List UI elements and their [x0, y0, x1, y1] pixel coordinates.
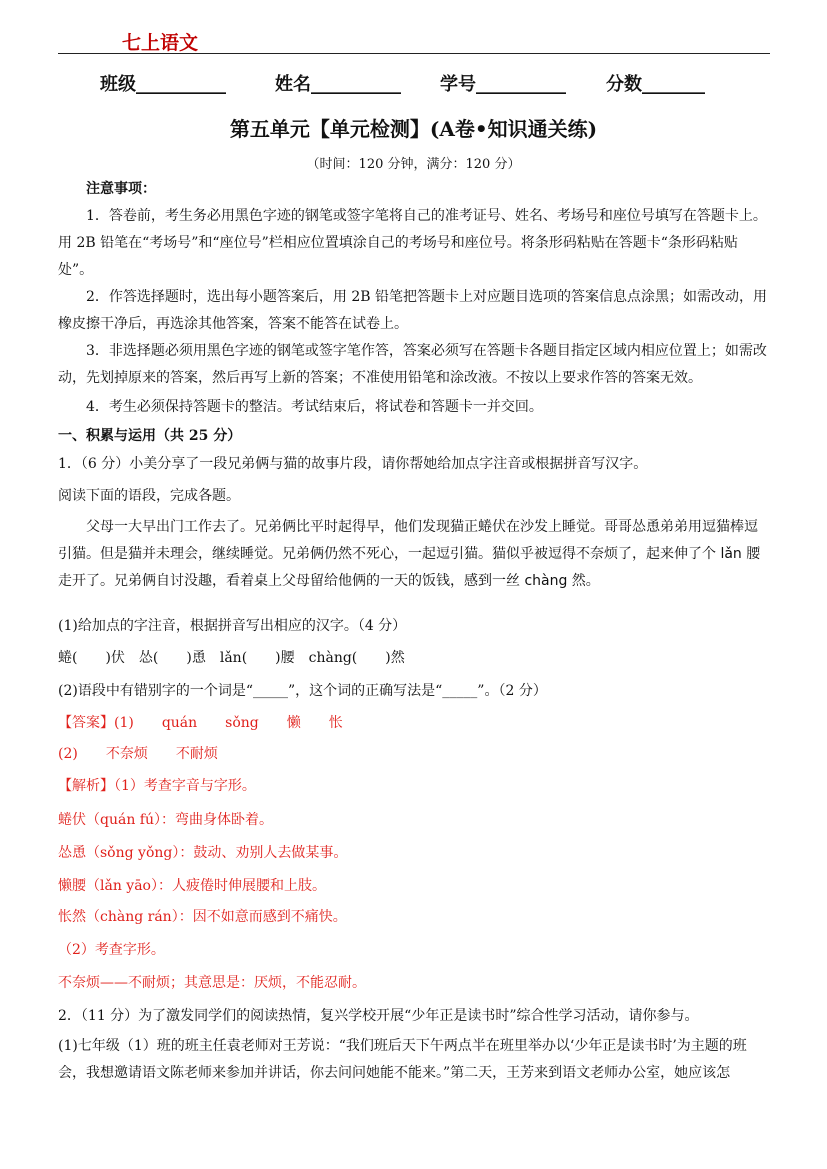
note-item-2: 2．作答选择题时，选出每小题答案后，用 2B 铅笔把答题卡上对应题目选项的答案信息点涂黑；如需改动，用橡皮擦干净后，再选涂其他答案，答案不能答在试卷上。 [58, 289, 768, 332]
answer-line-1: (1) quán sǒng 懒 怅 [114, 715, 343, 731]
answer-label: 【答案】 [58, 715, 114, 731]
section-heading: 一、积累与运用（共 25 分） [58, 428, 242, 444]
reading-passage: 父母一大早出门工作去了。兄弟俩比平时起得早，他们发现猫正蜷伏在沙发上睡觉。哥哥怂恿弟弟用逗猫棒逗引猫。但是猫并未理会，继续睡觉。兄弟俩仍然不死心，一起逗引猫。猫似乎被逗得不奈烦了，起来伸了个 lǎn 腰走开了。兄弟俩自讨没趣，看着桌上父母留给他俩的一天的饭钱，感到一丝 chàng 然。 [58, 519, 761, 589]
analysis-line: （2）考查字形。 [58, 942, 165, 958]
question-1-stem: 1．（6 分）小美分享了一段兄弟俩与猫的故事片段，请你帮她给加点字注音或根据拼音写汉字。 [58, 456, 648, 472]
header-divider [58, 53, 770, 54]
name-field: 姓名__________ [275, 74, 401, 95]
analysis-line: 懒腰（lǎn yāo）：人疲倦时伸展腰和上肢。 [58, 878, 326, 894]
question-1-fill-blanks: 蜷( )伏 怂( )恿 lǎn( )腰 chàng( )然 [58, 650, 405, 666]
exam-title: 第五单元【单元检测】(A卷•知识通关练) [229, 117, 598, 141]
answer-block [58, 713, 343, 733]
question-2-sub1: (1)七年级（1）班的班主任袁老师对王芳说：“我们班后天下午两点半在班里举办以‘少年正是读书时’为主题的班会，我想邀请语文陈老师来参加并讲话，你去问问她能不能来。”第二天，王芳来到语文老师办公室，她应该怎 [58, 1038, 747, 1081]
notes-heading: 注意事项： [86, 181, 156, 197]
question-1-sub2: (2)语段中有错别字的一个词是“_____”，这个词的正确写法是“_____”。（2 分） [58, 683, 547, 699]
note-item-1: 1．答卷前，考生务必用黑色字迹的钢笔或签字笔将自己的准考证号、姓名、考场号和座位号填写在答题卡上。用 2B 铅笔在“考场号”和“座位号”栏相应位置填涂自己的考场号和座位号。将条形码粘贴在答题卡“条形码粘贴处”。 [58, 208, 767, 278]
student-number-field: 学号__________ [440, 74, 566, 95]
analysis-block [58, 776, 256, 796]
analysis-intro: （1）考查字音与字形。 [114, 778, 256, 794]
class-field: 班级__________ [100, 74, 226, 95]
score-field: 分数_______ [606, 74, 705, 95]
analysis-line: 不奈烦——不耐烦；其意思是：厌烦，不能忍耐。 [58, 975, 366, 991]
analysis-line: 蜷伏（quán fú）：弯曲身体卧着。 [58, 812, 273, 828]
question-1-instruction: 阅读下面的语段，完成各题。 [58, 488, 240, 504]
analysis-line: 怅然（chàng rán）：因不如意而感到不痛快。 [58, 909, 347, 925]
exam-subtitle: （时间：120 分钟，满分：120 分） [306, 157, 521, 172]
note-item-3: 3．非选择题必须用黑色字迹的钢笔或签字笔作答，答案必须写在答题卡各题目指定区域内相应位置上；如需改动，先划掉原来的答案，然后再写上新的答案；不准使用铅笔和涂改液。不按以上要求作答的答案无效。 [58, 343, 767, 386]
analysis-line: 怂恿（sǒng yǒng）：鼓动、劝别人去做某事。 [58, 845, 348, 861]
header-title: 七上语文 [122, 32, 199, 54]
answer-line-2: (2) 不奈烦 不耐烦 [58, 746, 218, 762]
analysis-label: 【解析】 [58, 778, 114, 794]
note-item-4: 4．考生必须保持答题卡的整洁。考试结束后，将试卷和答题卡一并交回。 [86, 399, 543, 415]
question-2-stem: 2．（11 分）为了激发同学们的阅读热情，复兴学校开展“少年正是读书时”综合性学习活动，请你参与。 [58, 1008, 699, 1024]
question-1-sub1: (1)给加点的字注音，根据拼音写出相应的汉字。（4 分） [58, 618, 407, 634]
